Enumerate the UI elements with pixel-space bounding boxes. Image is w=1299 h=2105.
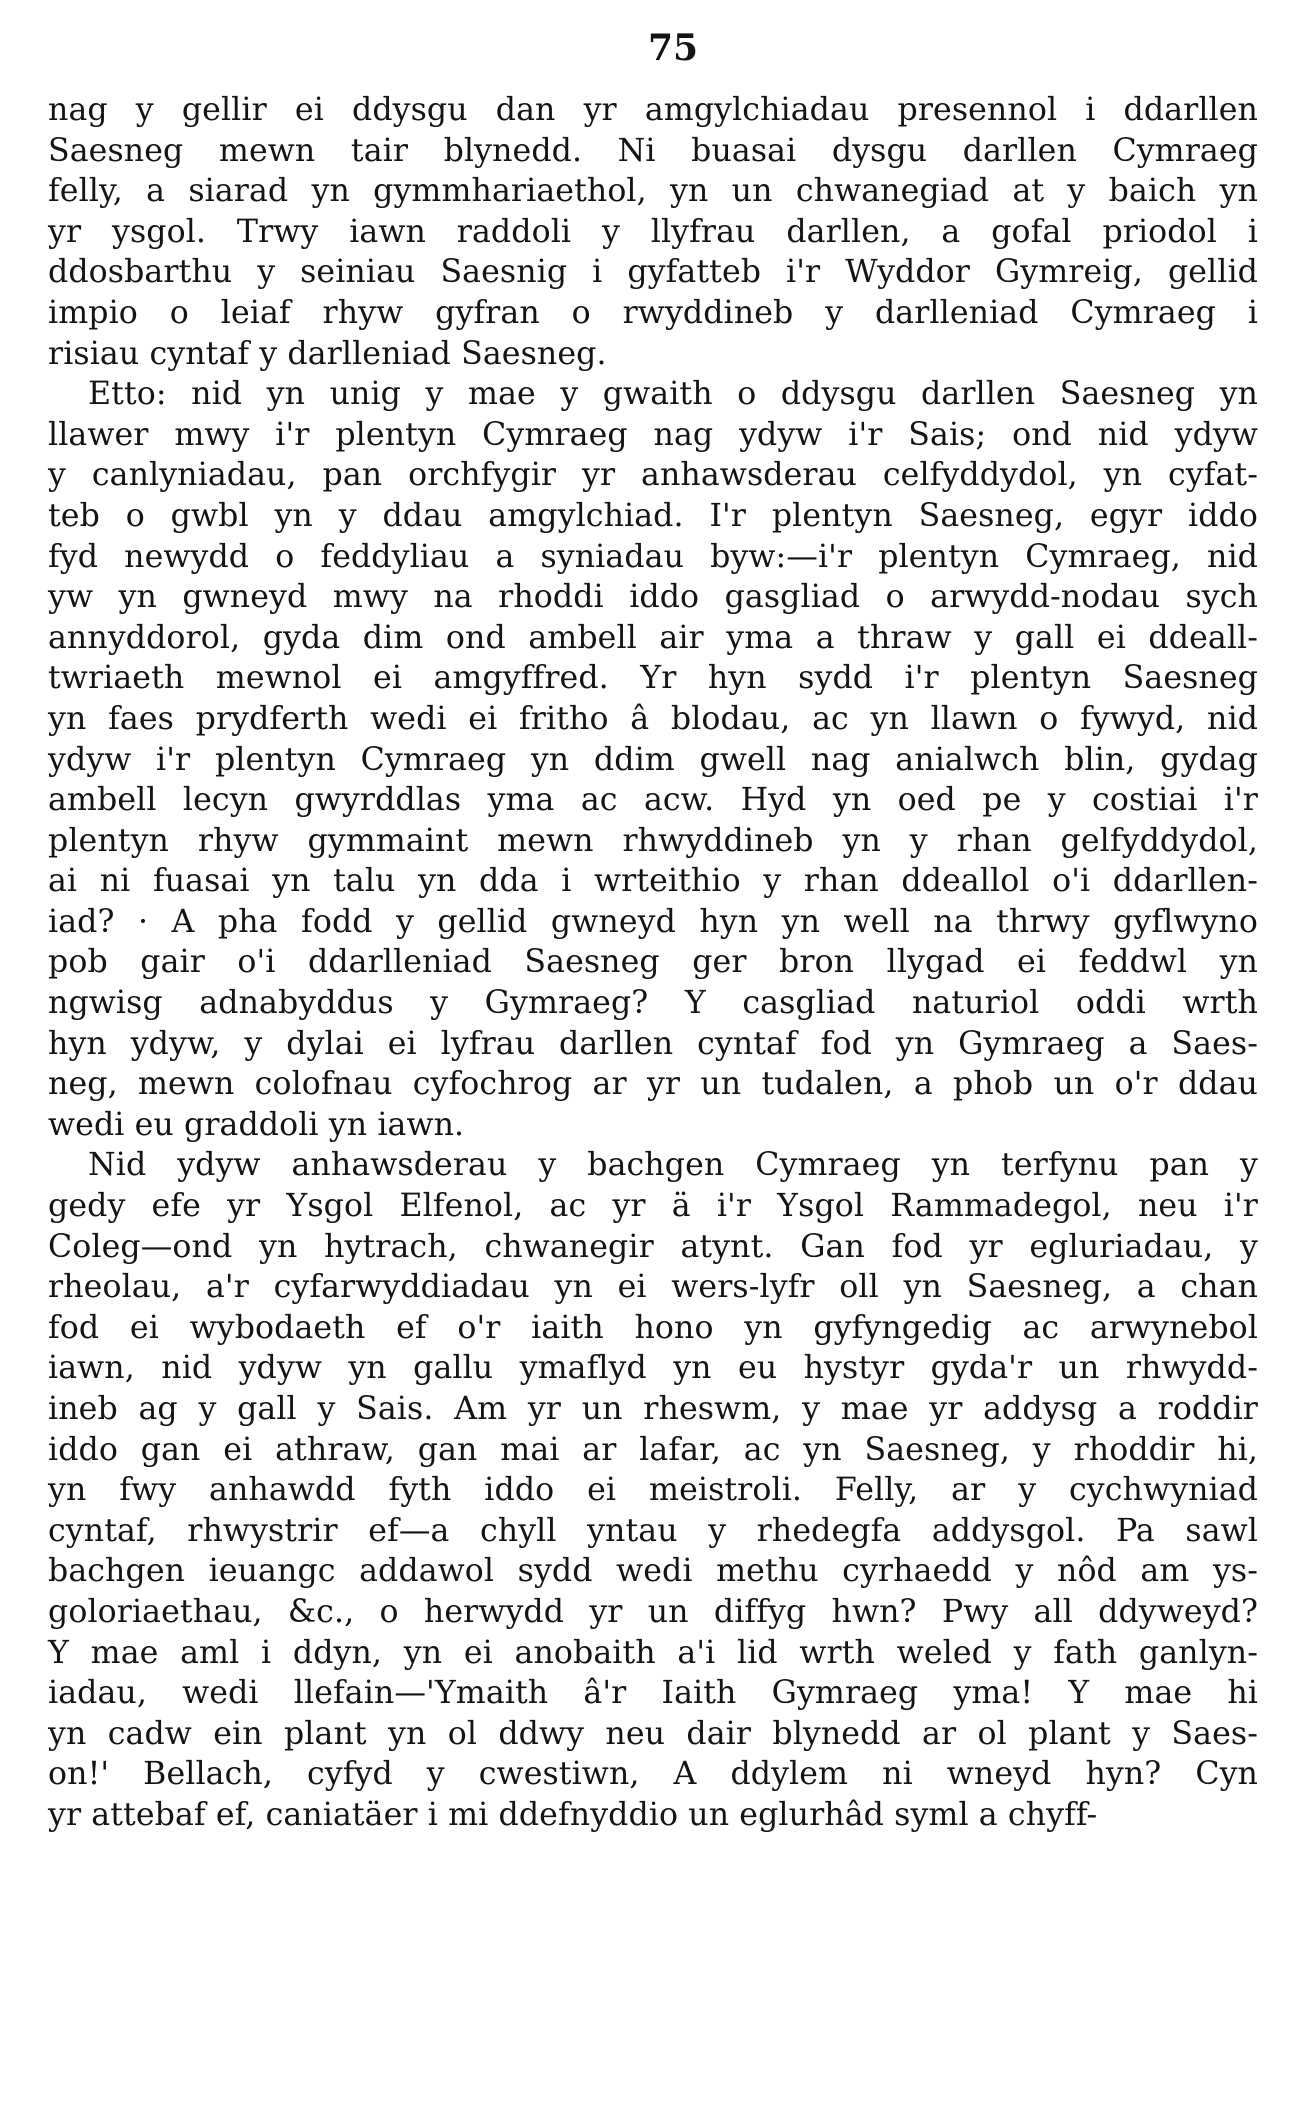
- text-line: y canlyniadau, pan orchfygir yr anhawsderau celfyddydol, yn cyfat-: [48, 457, 1258, 494]
- text-line: wedi eu graddoli yn iawn.: [48, 1106, 465, 1143]
- text-line: pob gair o'i ddarlleniad Saesneg ger bron llygad ei feddwl yn: [48, 944, 1258, 981]
- text-line: yw yn gwneyd mwy na rhoddi iddo gasgliad o arwydd-nodau sych: [48, 579, 1258, 616]
- text-line: on!' Bellach, cyfyd y cwestiwn, A ddylem ni wneyd hyn? Cyn: [48, 1756, 1258, 1793]
- text-line: twriaeth mewnol ei amgyffred. Yr hyn sydd i'r plentyn Saesneg: [48, 660, 1258, 697]
- text-line: iad? · A pha fodd y gellid gwneyd hyn yn well na thrwy gyflwyno: [48, 903, 1258, 940]
- text-line: ngwisg adnabyddus y Gymraeg? Y casgliad naturiol oddi wrth: [48, 985, 1258, 1022]
- text-line: fyd newydd o feddyliau a syniadau byw:—i'r plentyn Cymraeg, nid: [48, 538, 1258, 575]
- text-line: hyn ydyw, y dylai ei lyfrau darllen cyntaf fod yn Gymraeg a Saes-: [48, 1025, 1258, 1062]
- text-line: felly, a siarad yn gymmhariaethol, yn un chwanegiad at y baich yn: [48, 173, 1258, 210]
- text-line: yn cadw ein plant yn ol ddwy neu dair blynedd ar ol plant y Saes-: [48, 1715, 1258, 1752]
- text-line: iadau, wedi llefain—'Ymaith â'r Iaith Gymraeg yma! Y mae hi: [48, 1675, 1258, 1712]
- text-line: bachgen ieuangc addawol sydd wedi methu cyrhaedd y nôd am ys-: [48, 1553, 1258, 1590]
- paragraph: [48, 90, 1258, 374]
- text-line: risiau cyntaf y darlleniad Saesneg.: [48, 335, 607, 372]
- text-line: yn fwy anhawdd fyth iddo ei meistroli. Felly, ar y cychwyniad: [48, 1472, 1258, 1509]
- page-number: 75: [647, 27, 699, 69]
- text-line: goloriaethau, &c., o herwydd yr un diffyg hwn? Pwy all ddyweyd?: [48, 1593, 1258, 1630]
- book-page: [48, 18, 1258, 1836]
- text-line: ydyw i'r plentyn Cymraeg yn ddim gwell nag anialwch blin, gydag: [48, 741, 1258, 778]
- text-line: nag y gellir ei ddysgu dan yr amgylchiadau presennol i ddarllen: [48, 92, 1258, 128]
- text-line: plentyn rhyw gymmaint mewn rhwyddineb yn y rhan gelfyddydol,: [48, 822, 1258, 859]
- text-line: iddo gan ei athraw, gan mai ar lafar, ac yn Saesneg, y rhoddir hi,: [48, 1431, 1258, 1468]
- text-line: Etto: nid yn unig y mae y gwaith o ddysgu darllen Saesneg yn: [88, 376, 1258, 413]
- text-line: gedy efe yr Ysgol Elfenol, ac yr ä i'r Ysgol Rammadegol, neu i'r: [48, 1188, 1258, 1225]
- paragraph: [48, 374, 1258, 1145]
- text-line: ddosbarthu y seiniau Saesnig i gyfatteb i'r Wyddor Gymreig, gellid: [48, 254, 1258, 291]
- text-line: cyntaf, rhwystrir ef—a chyll yntau y rhedegfa addysgol. Pa sawl: [48, 1512, 1258, 1549]
- paragraph: [48, 1145, 1258, 1835]
- text-line: annyddorol, gyda dim ond ambell air yma a thraw y gall ei ddeall-: [48, 619, 1258, 656]
- text-line: ineb ag y gall y Sais. Am yr un rheswm, y mae yr addysg a roddir: [48, 1391, 1258, 1427]
- text-line: neg, mewn colofnau cyfochrog ar yr un tudalen, a phob un o'r ddau: [48, 1066, 1258, 1103]
- text-line: ambell lecyn gwyrddlas yma ac acw. Hyd yn oed pe y costiai i'r: [48, 782, 1258, 819]
- text-line: Coleg—ond yn hytrach, chwanegir atynt. Gan fod yr egluriadau, y: [48, 1228, 1258, 1265]
- text-line: fod ei wybodaeth ef o'r iaith hono yn gyfyngedig ac arwynebol: [48, 1309, 1258, 1346]
- text-line: yr ysgol. Trwy iawn raddoli y llyfrau darllen, a gofal priodol i: [48, 213, 1258, 250]
- text-line: Nid ydyw anhawsderau y bachgen Cymraeg yn terfynu pan y: [88, 1147, 1258, 1184]
- body-text: [48, 90, 1258, 1836]
- text-line: ai ni fuasai yn talu yn dda i wrteithio y rhan ddeallol o'i ddarllen-: [48, 863, 1258, 900]
- text-line: iawn, nid ydyw yn gallu ymaflyd yn eu hystyr gyda'r un rhwydd-: [48, 1350, 1258, 1387]
- text-line: Saesneg mewn tair blynedd. Ni buasai dysgu darllen Cymraeg: [48, 132, 1258, 169]
- text-line: yr attebaf ef, caniatäer i mi ddefnyddio un eglurhâd syml a chyff-: [48, 1796, 1098, 1833]
- text-line: teb o gwbl yn y ddau amgylchiad. I'r plentyn Saesneg, egyr iddo: [48, 497, 1258, 534]
- text-line: llawer mwy i'r plentyn Cymraeg nag ydyw i'r Sais; ond nid ydyw: [48, 416, 1258, 453]
- text-line: impio o leiaf rhyw gyfran o rwyddineb y darlleniad Cymraeg i: [48, 294, 1258, 331]
- text-line: rheolau, a'r cyfarwyddiadau yn ei wers-lyfr oll yn Saesneg, a chan: [48, 1269, 1258, 1306]
- text-line: yn faes prydferth wedi ei fritho â blodau, ac yn llawn o fywyd, nid: [48, 700, 1258, 737]
- text-line: Y mae aml i ddyn, yn ei anobaith a'i lid wrth weled y fath ganlyn-: [48, 1634, 1258, 1671]
